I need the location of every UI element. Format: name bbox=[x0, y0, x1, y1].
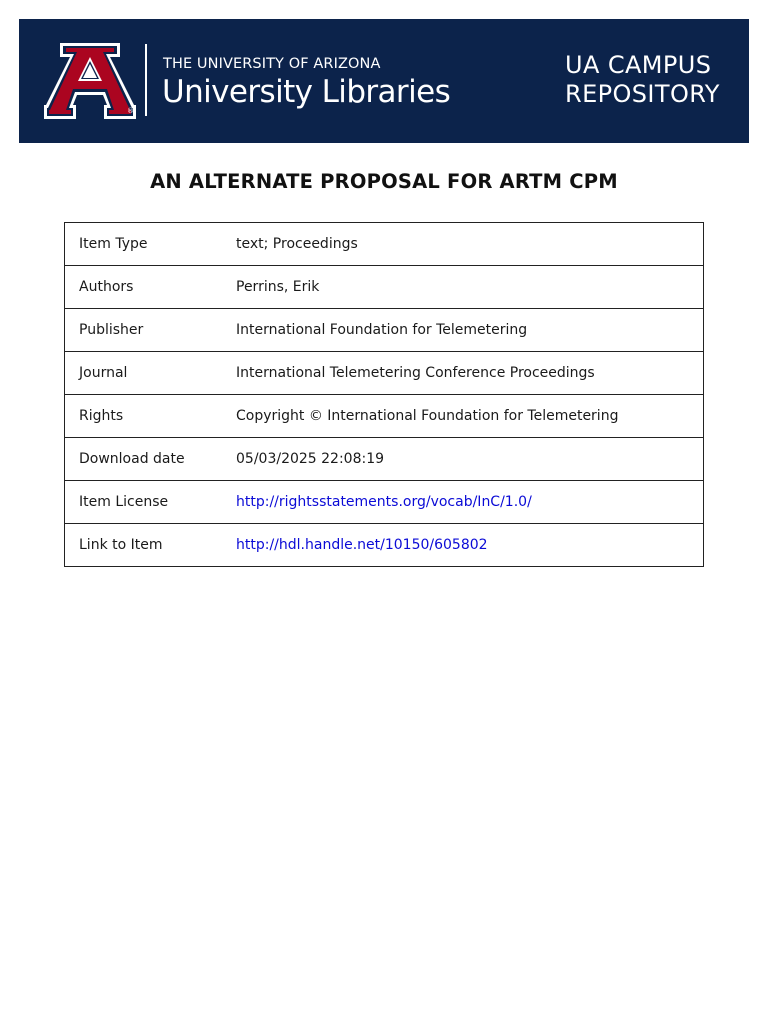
repository-line-1: UA CAMPUS bbox=[565, 51, 712, 79]
arizona-block-a-icon[interactable] bbox=[44, 43, 136, 119]
table-row bbox=[65, 395, 704, 438]
field-label: Download date bbox=[65, 438, 225, 481]
field-label: Journal bbox=[65, 352, 225, 395]
registered-mark: ® bbox=[127, 107, 134, 115]
field-value: International Telemetering Conference Proceedings bbox=[224, 352, 704, 395]
field-value: text; Proceedings bbox=[224, 223, 704, 266]
table-row bbox=[65, 266, 704, 309]
field-value: Copyright © International Foundation for Telemetering bbox=[224, 395, 704, 438]
document-title: AN ALTERNATE PROPOSAL FOR ARTM CPM bbox=[150, 170, 618, 193]
field-label: Rights bbox=[65, 395, 225, 438]
field-link[interactable]: http://rightsstatements.org/vocab/InC/1.0/ bbox=[236, 494, 532, 510]
table-row bbox=[65, 352, 704, 395]
table-row bbox=[65, 223, 704, 266]
repository-name bbox=[565, 51, 720, 109]
field-label: Publisher bbox=[65, 309, 225, 352]
header-banner bbox=[19, 19, 749, 143]
table-row bbox=[65, 309, 704, 352]
banner-divider bbox=[145, 44, 147, 116]
field-label: Authors bbox=[65, 266, 225, 309]
field-value: Perrins, Erik bbox=[224, 266, 704, 309]
university-name: THE UNIVERSITY OF ARIZONA bbox=[163, 56, 381, 72]
repository-line-2: REPOSITORY bbox=[565, 80, 720, 108]
field-value: 05/03/2025 22:08:19 bbox=[224, 438, 704, 481]
table-row bbox=[65, 524, 704, 567]
table-row bbox=[65, 481, 704, 524]
field-link[interactable]: http://hdl.handle.net/10150/605802 bbox=[236, 537, 488, 553]
field-value: International Foundation for Telemetering bbox=[224, 309, 704, 352]
field-label: Link to Item bbox=[65, 524, 225, 567]
field-value-cell bbox=[224, 481, 704, 524]
libraries-name: University Libraries bbox=[162, 74, 451, 110]
field-value-cell bbox=[224, 524, 704, 567]
metadata-table bbox=[64, 222, 704, 567]
table-row bbox=[65, 438, 704, 481]
field-label: Item Type bbox=[65, 223, 225, 266]
field-label: Item License bbox=[65, 481, 225, 524]
